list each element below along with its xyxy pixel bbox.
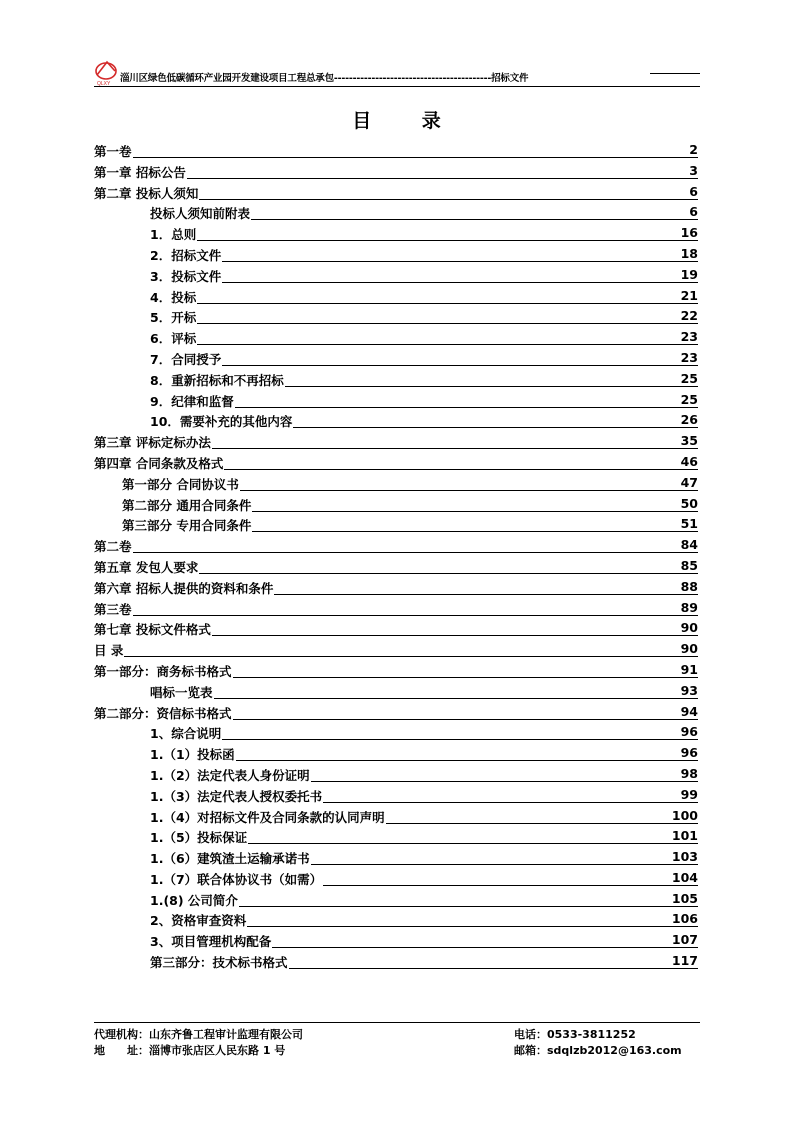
toc-entry-label: 第一部分：商务标书格式 <box>94 663 232 679</box>
toc-entry-label: 第二章 投标人须知 <box>94 185 199 201</box>
toc-entry[interactable] <box>94 577 698 598</box>
toc-entry[interactable] <box>94 868 698 889</box>
toc-entry-page: 91 <box>680 661 698 677</box>
toc-entry-page: 96 <box>680 724 698 740</box>
toc-entry[interactable] <box>94 327 698 348</box>
toc-entry[interactable] <box>94 452 698 473</box>
toc-entry-label: 投标人须知前附表 <box>150 206 251 222</box>
toc-entry-label: 1.（6）建筑渣土运输承诺书 <box>150 851 310 867</box>
toc-entry-page: 117 <box>671 953 698 969</box>
toc-entry-label: 第七章 投标文件格式 <box>94 622 211 638</box>
toc-entry[interactable] <box>94 889 698 910</box>
toc-entry-page: 6 <box>689 183 698 199</box>
toc-entry[interactable] <box>94 743 698 764</box>
toc-entry-page: 46 <box>680 453 698 469</box>
toc-entry[interactable] <box>94 223 698 244</box>
toc-entry[interactable] <box>94 785 698 806</box>
toc-entry[interactable] <box>94 473 698 494</box>
table-of-contents <box>94 140 698 972</box>
toc-entry-label: 第二卷 <box>94 539 132 555</box>
toc-leader-line <box>150 323 698 324</box>
toc-entry-label: 第三部分 专用合同条件 <box>122 518 252 534</box>
toc-entry-page: 98 <box>680 765 698 781</box>
toc-leader-line <box>150 344 698 345</box>
toc-entry[interactable] <box>94 764 698 785</box>
toc-entry-page: 16 <box>680 225 698 241</box>
toc-entry-label: 唱标一览表 <box>150 684 213 700</box>
toc-entry-page: 26 <box>680 412 698 428</box>
toc-leader-line <box>150 240 698 241</box>
toc-entry-label: 5．开标 <box>150 310 197 326</box>
toc-entry-page: 19 <box>680 266 698 282</box>
toc-entry-page: 94 <box>680 703 698 719</box>
toc-entry-label: 6．评标 <box>150 331 197 347</box>
toc-entry[interactable] <box>94 265 698 286</box>
toc-entry[interactable] <box>94 348 698 369</box>
toc-entry-label: 2．招标文件 <box>150 247 222 263</box>
toc-entry-page: 85 <box>680 557 698 573</box>
toc-entry[interactable] <box>94 390 698 411</box>
toc-entry[interactable] <box>94 909 698 930</box>
toc-entry-label: 7．合同授予 <box>150 351 222 367</box>
footer-phone: 电话：0533-3811252 <box>514 1028 636 1041</box>
toc-entry-label: 第一章 招标公告 <box>94 164 186 180</box>
toc-entry-label: 3．投标文件 <box>150 268 222 284</box>
toc-entry-page: 101 <box>671 828 698 844</box>
toc-entry[interactable] <box>94 639 698 660</box>
toc-entry[interactable] <box>94 702 698 723</box>
toc-entry-label: 1．总则 <box>150 227 197 243</box>
toc-entry-label: 8．重新招标和不再招标 <box>150 372 284 388</box>
toc-leader-line <box>150 282 698 283</box>
toc-entry[interactable] <box>94 722 698 743</box>
header-short-rule <box>650 73 700 74</box>
toc-entry[interactable] <box>94 182 698 203</box>
toc-entry-page: 103 <box>671 849 698 865</box>
toc-entry[interactable] <box>94 618 698 639</box>
toc-entry-page: 22 <box>680 308 698 324</box>
toc-entry-page: 106 <box>671 911 698 927</box>
toc-entry[interactable] <box>94 930 698 951</box>
toc-entry[interactable] <box>94 514 698 535</box>
toc-entry-label: 1.（4）对招标文件及合同条款的认同声明 <box>150 809 385 825</box>
toc-entry-label: 1.（3）法定代表人授权委托书 <box>150 788 323 804</box>
toc-entry-label: 第一卷 <box>94 144 132 159</box>
toc-entry-label: 第三章 评标定标办法 <box>94 435 211 451</box>
toc-entry-page: 3 <box>689 162 698 178</box>
toc-leader-line <box>150 261 698 262</box>
toc-entry-label: 1.(8) 公司简介 <box>150 892 238 908</box>
toc-entry[interactable] <box>94 535 698 556</box>
toc-entry-label: 第三部分：技术标书格式 <box>150 955 288 971</box>
toc-entry-label: 第五章 发包人要求 <box>94 559 199 575</box>
toc-entry-label: 1、综合说明 <box>150 726 222 742</box>
toc-entry[interactable] <box>94 369 698 390</box>
toc-entry-page: 100 <box>671 807 698 823</box>
footer-agency: 代理机构：山东齐鲁工程审计监理有限公司 <box>94 1028 303 1041</box>
toc-entry[interactable] <box>94 847 698 868</box>
toc-entry-label: 第二部分：资信标书格式 <box>94 705 232 721</box>
toc-entry-label: 2、资格审查资料 <box>150 913 247 929</box>
toc-entry[interactable] <box>94 410 698 431</box>
toc-entry[interactable] <box>94 598 698 619</box>
toc-entry[interactable] <box>94 681 698 702</box>
toc-entry-page: 2 <box>689 142 698 157</box>
toc-entry-page: 21 <box>680 287 698 303</box>
toc-entry-label: 4．投标 <box>150 289 197 305</box>
company-logo <box>94 58 120 86</box>
toc-entry-page: 35 <box>680 433 698 449</box>
toc-entry-label: 1.（7）联合体协议书（如需） <box>150 871 323 887</box>
toc-entry-page: 47 <box>680 474 698 490</box>
toc-entry[interactable] <box>94 431 698 452</box>
toc-entry-page: 23 <box>680 329 698 345</box>
toc-entry[interactable] <box>94 951 698 972</box>
toc-entry-page: 84 <box>680 537 698 553</box>
toc-entry[interactable] <box>94 140 698 161</box>
toc-entry-label: 1.（5）投标保证 <box>150 830 248 846</box>
toc-entry-page: 104 <box>671 869 698 885</box>
toc-entry-page: 50 <box>680 495 698 511</box>
toc-entry-page: 88 <box>680 578 698 594</box>
toc-entry-page: 25 <box>680 370 698 386</box>
toc-leader-line <box>150 698 698 699</box>
toc-entry-page: 90 <box>680 620 698 636</box>
toc-entry-label: 1.（2）法定代表人身份证明 <box>150 767 310 783</box>
toc-entry-page: 107 <box>671 932 698 948</box>
toc-entry-label: 第二部分 通用合同条件 <box>122 497 252 513</box>
toc-entry-label: 目 录 <box>94 643 124 659</box>
toc-entry[interactable] <box>94 161 698 182</box>
toc-entry-label: 第四章 合同条款及格式 <box>94 455 224 471</box>
toc-entry-label: 1.（1）投标函 <box>150 747 235 763</box>
toc-entry-page: 18 <box>680 245 698 261</box>
header-rule <box>94 86 700 87</box>
toc-entry[interactable] <box>94 556 698 577</box>
toc-entry-page: 90 <box>680 641 698 657</box>
toc-entry-page: 23 <box>680 349 698 365</box>
toc-entry[interactable] <box>94 244 698 265</box>
footer-rule <box>94 1022 700 1023</box>
toc-entry-page: 105 <box>671 890 698 906</box>
toc-title: 目 录 <box>352 110 463 132</box>
toc-entry-page: 51 <box>680 516 698 532</box>
toc-entry-label: 10．需要补充的其他内容 <box>150 414 293 430</box>
toc-leader-line <box>150 739 698 740</box>
toc-entry-page: 6 <box>689 204 698 220</box>
toc-leader-line <box>94 157 698 158</box>
toc-entry[interactable] <box>94 494 698 515</box>
header-title: 淄川区绿色低碳循环产业园开发建设项目工程总承包------------------------------------------招标文件 <box>120 73 529 84</box>
toc-entry[interactable] <box>94 286 698 307</box>
toc-entry-label: 9．纪律和监督 <box>150 393 234 409</box>
toc-leader-line <box>150 303 698 304</box>
toc-entry-page: 25 <box>680 391 698 407</box>
toc-leader-line <box>94 552 698 553</box>
toc-entry[interactable] <box>94 202 698 223</box>
footer-email: 邮箱：sdqlzb2012@163.com <box>514 1044 682 1057</box>
toc-entry-label: 第六章 招标人提供的资料和条件 <box>94 580 274 596</box>
toc-entry-label: 第一部分 合同协议书 <box>122 476 239 492</box>
toc-entry-page: 93 <box>680 682 698 698</box>
toc-entry-label: 第三卷 <box>94 601 132 617</box>
toc-leader-line <box>94 656 698 657</box>
toc-entry[interactable] <box>94 306 698 327</box>
toc-entry[interactable] <box>94 826 698 847</box>
toc-entry[interactable] <box>94 660 698 681</box>
toc-entry-label: 3、项目管理机构配备 <box>150 934 272 950</box>
toc-leader-line <box>94 615 698 616</box>
toc-entry[interactable] <box>94 806 698 827</box>
page-header <box>94 58 700 88</box>
toc-leader-line <box>150 365 698 366</box>
toc-entry-page: 99 <box>680 786 698 802</box>
footer-address: 地 址：淄博市张店区人民东路 1 号 <box>94 1044 286 1057</box>
svg-text:QLXY: QLXY <box>97 81 111 86</box>
toc-entry-page: 96 <box>680 745 698 761</box>
toc-entry-page: 89 <box>680 599 698 615</box>
